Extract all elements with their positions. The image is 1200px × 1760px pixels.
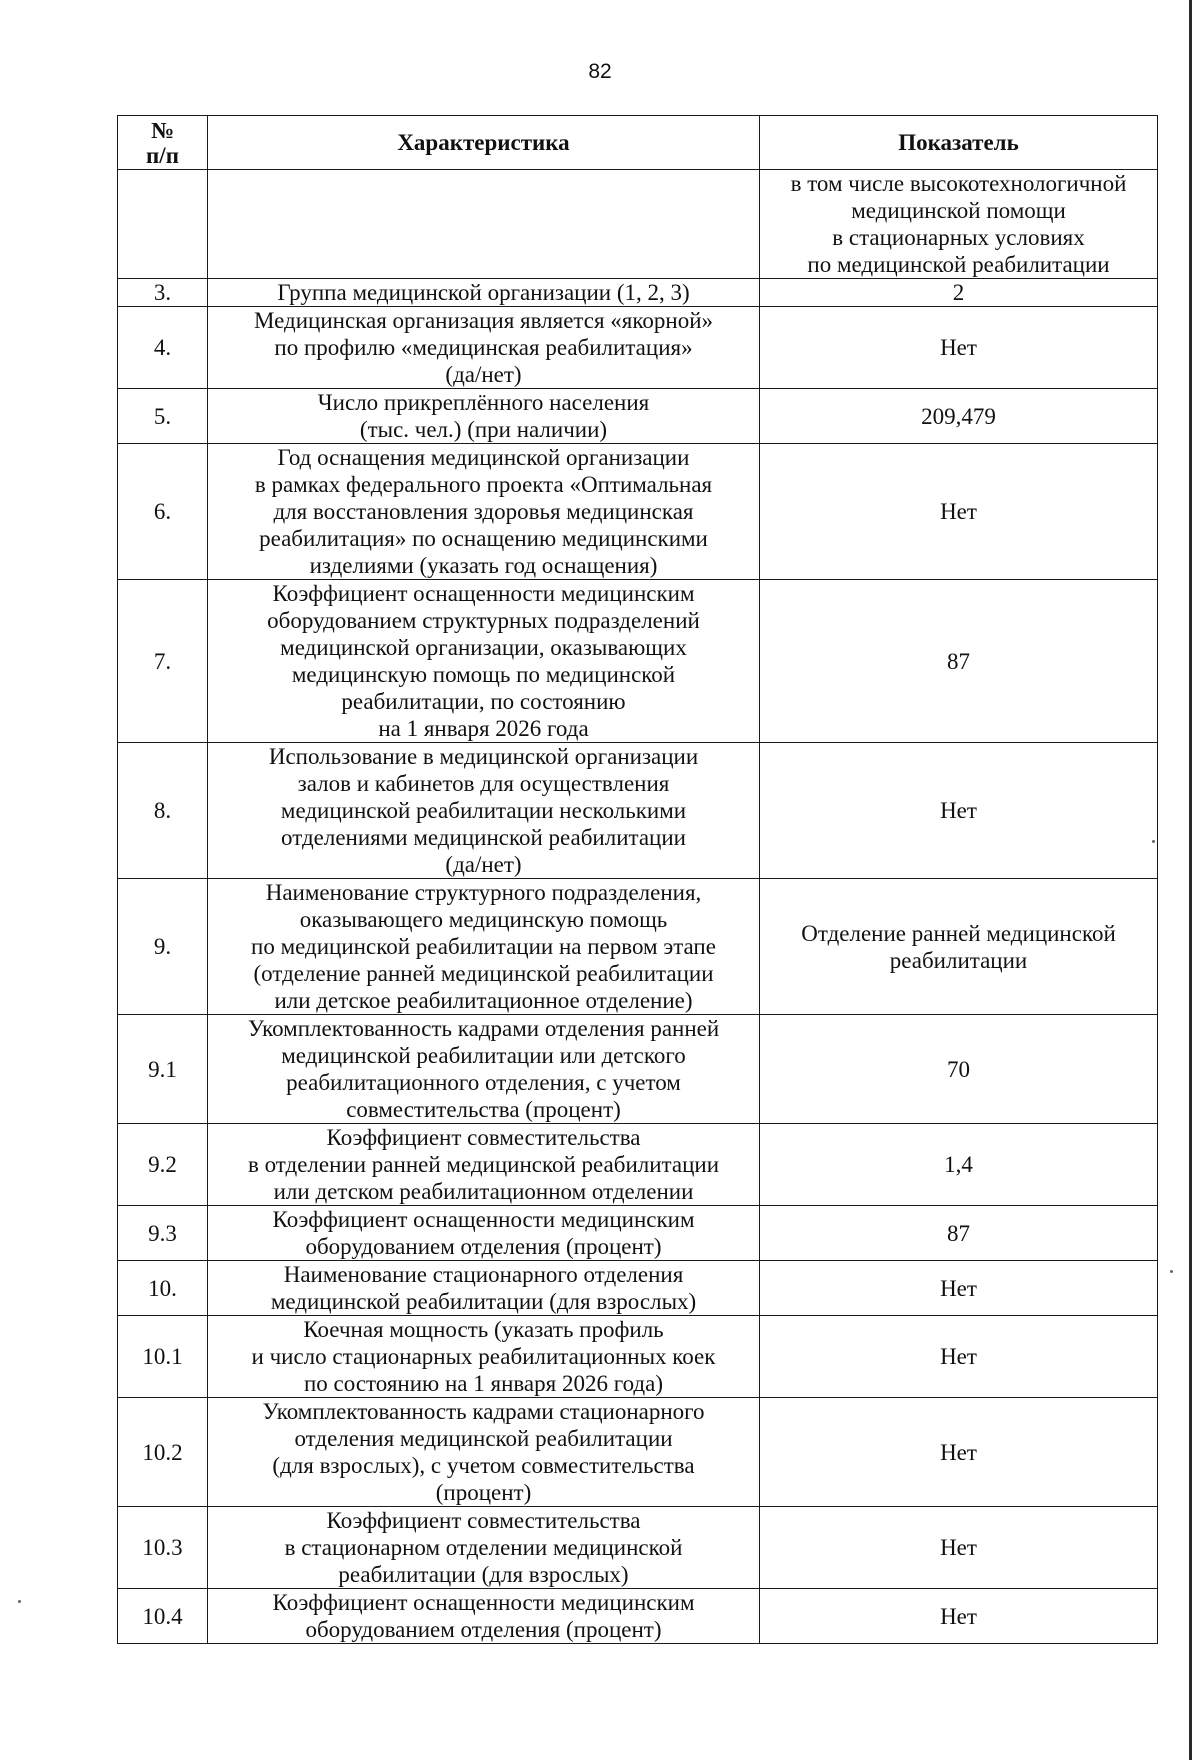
table-row — [118, 580, 1158, 743]
row-indicator: 87 — [760, 1206, 1158, 1261]
row-characteristic: Коэффициент совместительства в стационарном отделении медицинской реабилитации (для взрослых) — [208, 1507, 760, 1589]
header-number: № п/п — [118, 116, 208, 170]
row-indicator: 2 — [760, 279, 1158, 307]
row-number: 7. — [118, 580, 208, 743]
table-row — [118, 879, 1158, 1015]
table-row — [118, 1015, 1158, 1124]
row-indicator: Нет — [760, 743, 1158, 879]
row-number: 10.2 — [118, 1398, 208, 1507]
row-indicator: Нет — [760, 1507, 1158, 1589]
table-row — [118, 1398, 1158, 1507]
row-characteristic: Медицинская организация является «якорной» по профилю «медицинская реабилитация» (да/нет) — [208, 307, 760, 389]
row-characteristic: Группа медицинской организации (1, 2, 3) — [208, 279, 760, 307]
row-characteristic — [208, 170, 760, 279]
row-characteristic: Укомплектованность кадрами отделения ранней медицинской реабилитации или детского реабилитационного отделения, с учетом совместительства (процент) — [208, 1015, 760, 1124]
row-characteristic: Коечная мощность (указать профиль и число стационарных реабилитационных коек по состоянию на 1 января 2026 года) — [208, 1316, 760, 1398]
row-indicator: Отделение ранней медицинской реабилитации — [760, 879, 1158, 1015]
row-characteristic: Число прикреплённого населения (тыс. чел.) (при наличии) — [208, 389, 760, 444]
table-row — [118, 1124, 1158, 1206]
row-indicator: 70 — [760, 1015, 1158, 1124]
row-characteristic: Коэффициент совместительства в отделении ранней медицинской реабилитации или детском реабилитационном отделении — [208, 1124, 760, 1206]
row-number: 10. — [118, 1261, 208, 1316]
indicators-table — [117, 115, 1158, 1644]
row-number: 9.3 — [118, 1206, 208, 1261]
row-number: 10.1 — [118, 1316, 208, 1398]
row-number: 3. — [118, 279, 208, 307]
row-characteristic: Наименование структурного подразделения, оказывающего медицинскую помощь по медицинской реабилитации на первом этапе (отделение ранней медицинской реабилитации или детское реабилитационное отделение) — [208, 879, 760, 1015]
row-indicator: Нет — [760, 444, 1158, 580]
header-characteristic: Характеристика — [208, 116, 760, 170]
row-number: 9.1 — [118, 1015, 208, 1124]
row-number: 10.3 — [118, 1507, 208, 1589]
row-indicator: в том числе высокотехнологичной медицинской помощи в стационарных условиях по медицинской реабилитации — [760, 170, 1158, 279]
row-characteristic: Год оснащения медицинской организации в рамках федерального проекта «Оптимальная для восстановления здоровья медицинская реабилитация» по оснащению медицинскими изделиями (указать год оснащения) — [208, 444, 760, 580]
table-row — [118, 1589, 1158, 1644]
row-characteristic: Коэффициент оснащенности медицинским оборудованием структурных подразделений медицинской организации, оказывающих медицинскую помощь по медицинской реабилитации, по состоянию на 1 января 2026 года — [208, 580, 760, 743]
table-row — [118, 1507, 1158, 1589]
row-characteristic: Наименование стационарного отделения медицинской реабилитации (для взрослых) — [208, 1261, 760, 1316]
table-row — [118, 1206, 1158, 1261]
row-number: 5. — [118, 389, 208, 444]
row-indicator: 209,479 — [760, 389, 1158, 444]
row-characteristic: Укомплектованность кадрами стационарного отделения медицинской реабилитации (для взрослых), с учетом совместительства (процент) — [208, 1398, 760, 1507]
table-row — [118, 307, 1158, 389]
row-indicator: Нет — [760, 307, 1158, 389]
table-row — [118, 389, 1158, 444]
row-indicator: Нет — [760, 1316, 1158, 1398]
header-indicator: Показатель — [760, 116, 1158, 170]
row-indicator: Нет — [760, 1261, 1158, 1316]
row-indicator: Нет — [760, 1398, 1158, 1507]
page-number: 82 — [588, 60, 612, 83]
table-row — [118, 1261, 1158, 1316]
scan-edge-line — [1189, 0, 1192, 1760]
row-indicator: 1,4 — [760, 1124, 1158, 1206]
row-indicator: 87 — [760, 580, 1158, 743]
row-number: 8. — [118, 743, 208, 879]
table-row — [118, 170, 1158, 279]
row-characteristic: Использование в медицинской организации залов и кабинетов для осуществления медицинской реабилитации несколькими отделениями медицинской реабилитации (да/нет) — [208, 743, 760, 879]
row-characteristic: Коэффициент оснащенности медицинским оборудованием отделения (процент) — [208, 1206, 760, 1261]
row-number: 4. — [118, 307, 208, 389]
scan-speck — [18, 1600, 21, 1603]
row-number: 9.2 — [118, 1124, 208, 1206]
row-number: 10.4 — [118, 1589, 208, 1644]
table-row — [118, 743, 1158, 879]
row-number: 6. — [118, 444, 208, 580]
table-row — [118, 444, 1158, 580]
table-header-row — [118, 116, 1158, 170]
row-characteristic: Коэффициент оснащенности медицинским оборудованием отделения (процент) — [208, 1589, 760, 1644]
row-number — [118, 170, 208, 279]
scan-speck — [1170, 1270, 1173, 1273]
row-number: 9. — [118, 879, 208, 1015]
row-indicator: Нет — [760, 1589, 1158, 1644]
table-row — [118, 279, 1158, 307]
table-row — [118, 1316, 1158, 1398]
